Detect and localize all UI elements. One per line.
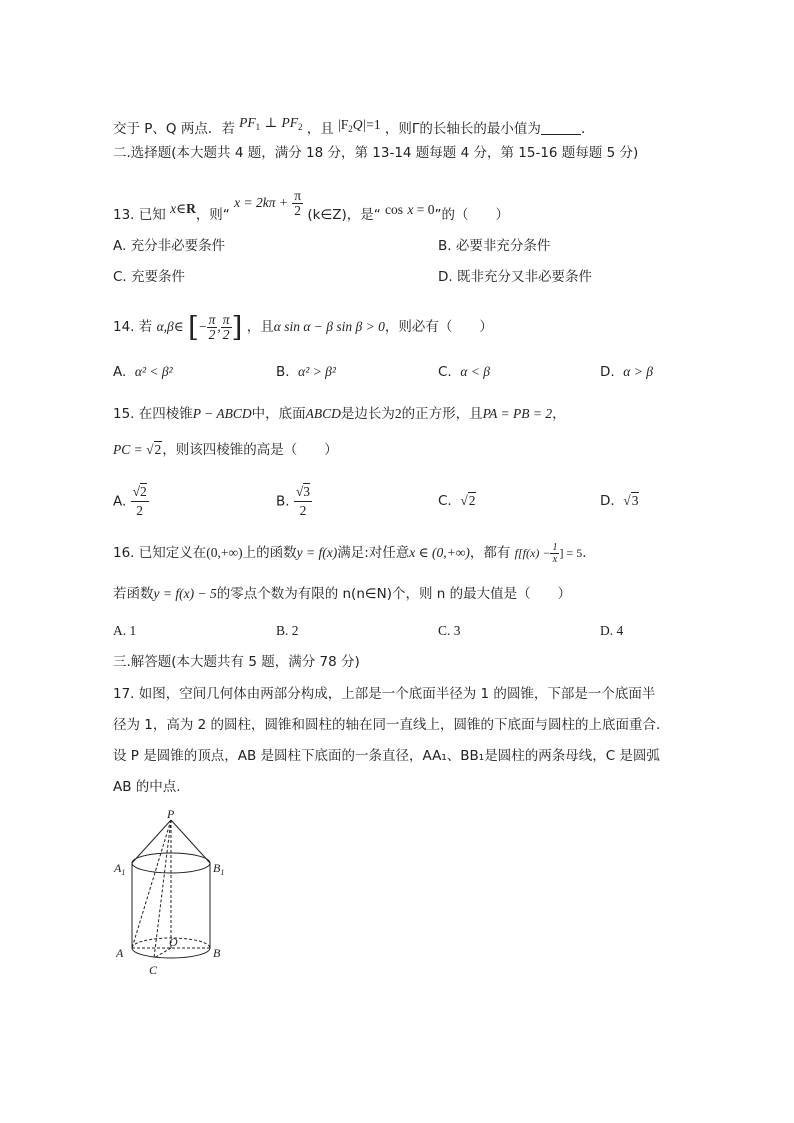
section2-heading: 二.选择题(本大题共 4 题，满分 18 分，第 13-14 题每题 4 分，第 15-16 题每题 5 分) — [113, 145, 639, 161]
q16-stem-line2: 若函数y = f(x) − 5的零点个数为有限的 n(n∈N)个，则 n 的最大值是（ ） — [113, 586, 572, 602]
q13-option-a[interactable]: A. 充分非必要条件 — [113, 238, 226, 254]
q13-option-c[interactable]: C. 充要条件 — [113, 269, 186, 285]
cone-cylinder-figure — [112, 808, 242, 987]
cone-edge-left — [132, 820, 171, 863]
q15-stem-line2: PC = √2，则该四棱锥的高是（ ） — [113, 442, 338, 458]
q17-text-line4: AB 的中点. — [113, 779, 181, 795]
q12-post-text: ，则Γ的长轴长的最小值为 — [384, 121, 541, 137]
q17-text-line1: 17. 如图，空间几何体由两部分构成，上部是一个底面半径为 1 的圆锥，下部是一个底面半 — [113, 686, 656, 702]
q15-option-a[interactable]: A. $\frac{√2}{2}$ — [113, 484, 147, 518]
q14-interval: [− $\frac{\pi}{2}$ , $\frac{\pi}{2}$ ] — [188, 310, 243, 344]
q13-stem: 13. 已知 x∈R，则“ x = 2kπ + $\frac{\pi}{2}$ (k∈Z)，是“ cos x = 0”的（ ） — [113, 188, 509, 223]
q12-tail-line: 交于 P、Q 两点．若 $PF_1$ ⊥ $PF_2$ ，且 $|F_2Q|=1$ ，则Γ的长轴长的最小值为 ． — [113, 115, 595, 137]
q16-equation: f[f(x) − $\frac{1}{x}$ ] = 5 — [514, 542, 583, 565]
q17-text-line2: 径为 1，高为 2 的圆柱，圆锥和圆柱的轴在同一直线上，圆锥的下底面与圆柱的上底面重合. — [113, 717, 661, 733]
q16-stem-line1: 16. 已知定义在(0,+∞)上的函数y = f(x)满足:对任意x ∈ (0,+∞)，都有 f[f(x) − $\frac{1}{x}$ ] = 5. — [113, 542, 587, 565]
label-b: B — [213, 946, 221, 960]
q13-expression: x = 2kπ + $\frac{\pi}{2}$ — [234, 188, 302, 218]
q16-option-d[interactable]: D. 4 — [600, 623, 624, 638]
section3-heading: 三.解答题(本大题共有 5 题，满分 78 分) — [113, 654, 360, 670]
q12-pre-text: 交于 P、Q 两点．若 — [113, 121, 235, 137]
q12-mid-text: ，且 — [306, 121, 334, 137]
segment-oc — [154, 948, 171, 958]
bottom-ellipse-front — [132, 948, 210, 958]
cone-cylinder-diagram — [112, 808, 242, 983]
q14-stem: 14. 若 α,β∈ [− $\frac{\pi}{2}$ , $\frac{\pi}{2}$ ] ，且α sin α − β sin β > 0，则必有（ ） — [113, 310, 493, 344]
q14-option-d[interactable]: D. α > β — [600, 364, 653, 380]
q15-option-d[interactable]: D. √3 — [600, 493, 639, 509]
q15-option-b[interactable]: B. $\frac{√3}{2}$ — [276, 484, 311, 518]
q14-option-a[interactable]: A. α² < β² — [113, 364, 173, 380]
q16-option-c[interactable]: C. 3 — [438, 623, 461, 638]
label-b1: $B_1$ — [213, 861, 225, 877]
q16-option-a[interactable]: A. 1 — [113, 623, 137, 638]
q13-option-b[interactable]: B. 必要非充分条件 — [438, 238, 551, 254]
q13-option-d[interactable]: D. 既非充分又非必要条件 — [438, 269, 592, 285]
q12-condition: $PF_1$ ⊥ $PF_2$ — [239, 115, 303, 132]
label-c: C — [149, 963, 158, 977]
q17-text-line3: 设 P 是圆锥的顶点，AB 是圆柱下底面的一条直径，AA₁、BB₁是圆柱的两条母线，C 是圆弧 — [113, 748, 660, 764]
q16-option-b[interactable]: B. 2 — [276, 623, 299, 638]
q12-abs-expr: $|F_2Q|=1$ — [338, 117, 381, 134]
q15-stem-line1: 15. 在四棱锥P − ABCD中，底面ABCD是边长为2的正方形，且PA = PB = 2， — [113, 406, 566, 422]
q14-option-c[interactable]: C. α < β — [438, 364, 490, 380]
label-a: A — [116, 946, 124, 960]
cone-edge-right — [171, 820, 210, 863]
segment-pa — [132, 820, 171, 948]
answer-blank[interactable] — [541, 120, 581, 135]
label-p: P — [167, 808, 175, 821]
q14-option-b[interactable]: B. α² > β² — [276, 364, 336, 380]
q15-option-c[interactable]: C. √2 — [438, 493, 476, 509]
label-o: O — [169, 935, 178, 949]
label-a1: $A_1$ — [114, 861, 126, 877]
